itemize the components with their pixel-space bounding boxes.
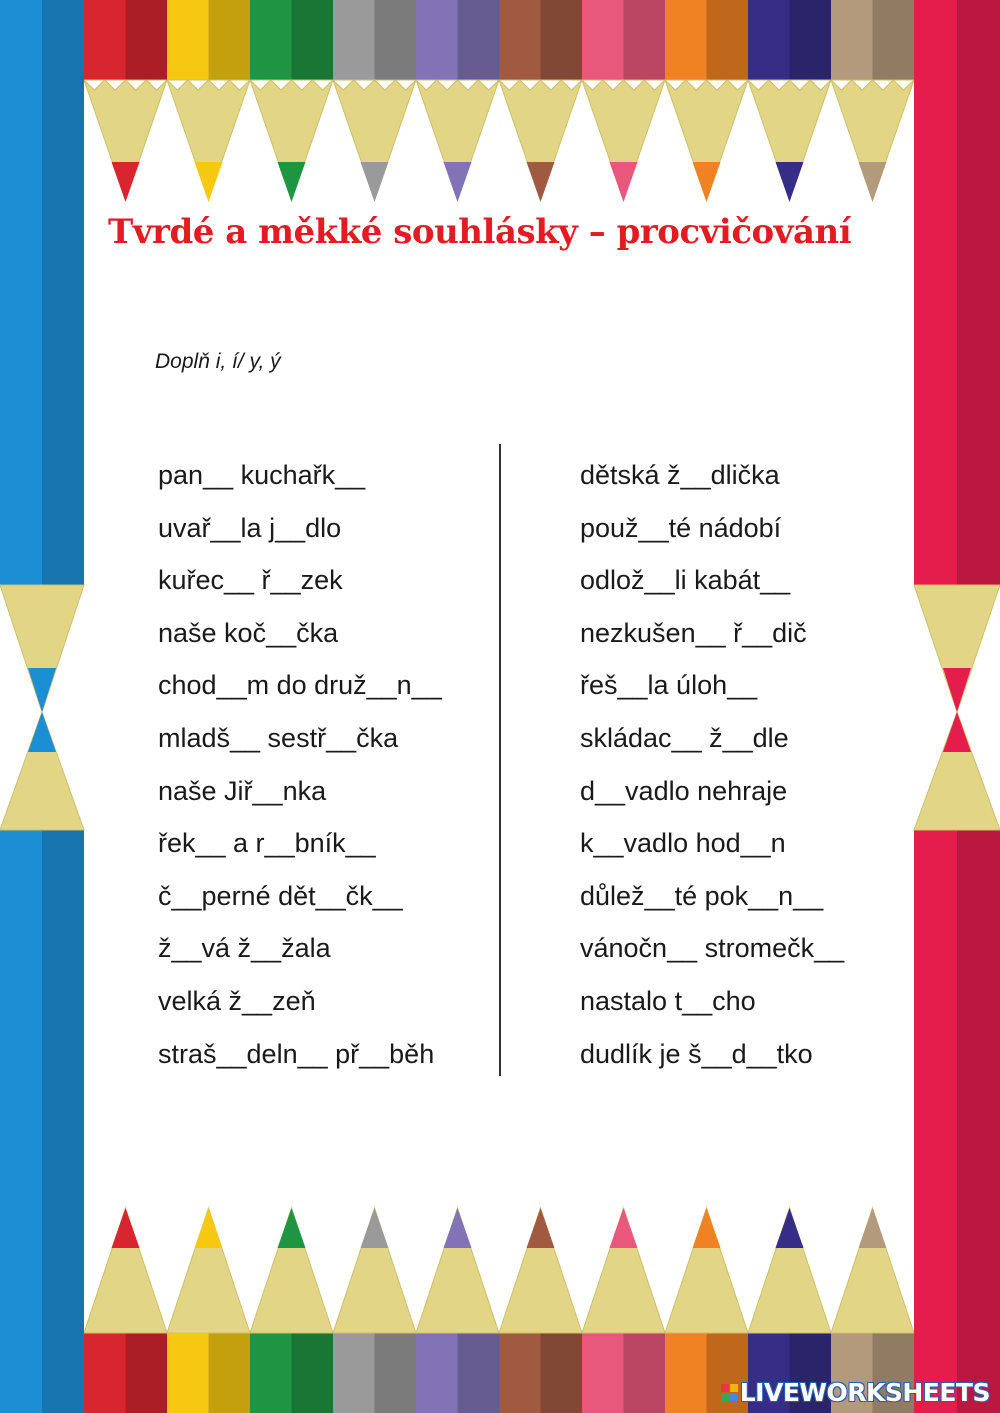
page-title: Tvrdé a měkké souhlásky – procvičování [108, 212, 852, 252]
exercise-item: použ__té nádobí [580, 512, 782, 543]
exercise-item: kuřec__ ř__zek [158, 565, 343, 596]
exercise-item: dudlík je š__d__tko [580, 1038, 813, 1069]
pencil-lead [527, 1208, 555, 1248]
right-exercise-column [580, 455, 844, 1086]
exercise-item: pan__ kuchařk__ [158, 460, 366, 490]
pencil-body [665, 1333, 707, 1413]
pencil-lead [859, 1208, 887, 1248]
pencil-lead [195, 1208, 223, 1248]
pencil-lead [444, 1208, 472, 1248]
logo-square [730, 1384, 738, 1392]
exercise-item: naše Jiř__nka [158, 775, 327, 806]
side-pencil-body [914, 0, 957, 585]
side-pencil-body [914, 830, 957, 1413]
exercise-item: důlež__té pok__n__ [580, 880, 824, 911]
column-divider [499, 444, 501, 1076]
side-pencil-body [0, 830, 42, 1413]
pencil-body [582, 1333, 624, 1413]
pencil-body [582, 0, 624, 80]
pencil-lead [278, 1208, 306, 1248]
liveworksheets-logo [721, 1378, 990, 1407]
exercise-item: uvař__la j__dlo [158, 512, 342, 543]
pencil-lead [527, 162, 555, 202]
exercise-item: straš__deln__ př__běh [158, 1038, 435, 1069]
pencil-body [831, 0, 873, 80]
side-pencil-lead [28, 712, 56, 752]
pencil-lead [361, 162, 389, 202]
pencil-body [250, 1333, 292, 1413]
side-pencil-body [0, 0, 42, 585]
exercise-item: naše koč__čka [158, 617, 339, 648]
pencil-body [167, 0, 209, 80]
pencil-lead [693, 1208, 721, 1248]
pencil-lead [859, 162, 887, 202]
instruction-text: Doplň i, í/ y, ý [155, 350, 281, 373]
logo-icon [721, 1384, 738, 1401]
exercise-item: nastalo t__cho [580, 985, 756, 1016]
pencil-body [333, 0, 375, 80]
pencil-body [167, 1333, 209, 1413]
exercise-item: mladš__ sestř__čka [158, 722, 399, 753]
exercise-item: k__vadlo hod__n [580, 828, 786, 859]
pencil-lead [112, 162, 140, 202]
logo-square [730, 1393, 738, 1401]
pencil-lead [112, 1208, 140, 1248]
exercise-item: d__vadlo nehraje [580, 775, 788, 806]
logo-text: LIVEWORKSHEETS [739, 1378, 990, 1407]
exercise-item: odlož__li kabát__ [580, 565, 791, 596]
pencil-lead [610, 1208, 638, 1248]
pencil-body [665, 0, 707, 80]
pencil-lead [776, 162, 804, 202]
exercise-item: skládac__ ž__dle [580, 722, 789, 753]
pencil-body [499, 1333, 541, 1413]
side-pencil-lead [943, 712, 971, 752]
pencil-lead [278, 162, 306, 202]
exercise-item: řek__ a r__bník__ [158, 828, 376, 859]
logo-square [721, 1393, 729, 1401]
pencil-body [416, 0, 458, 80]
side-pencil-lead [943, 668, 971, 712]
pencil-lead [693, 162, 721, 202]
pencil-body [333, 1333, 375, 1413]
exercise-item: chod__m do druž__n__ [158, 670, 442, 701]
exercise-item: dětská ž__dlička [580, 460, 780, 490]
pencil-body [84, 1333, 126, 1413]
exercise-item: řeš__la úloh__ [580, 670, 758, 701]
exercise-item: ž__vá ž__žala [158, 933, 331, 964]
pencil-lead [444, 162, 472, 202]
pencil-lead [361, 1208, 389, 1248]
exercise-item: nezkušen__ ř__dič [580, 617, 807, 648]
pencil-body [416, 1333, 458, 1413]
pencil-body [84, 0, 126, 80]
exercise-item: velká ž__zeň [158, 985, 316, 1016]
left-exercise-column [158, 455, 442, 1086]
side-pencil-lead [28, 668, 56, 712]
pencil-body [250, 0, 292, 80]
logo-square [721, 1384, 729, 1392]
pencil-lead [610, 162, 638, 202]
pencil-body [748, 0, 790, 80]
exercise-item: vánočn__ stromečk__ [580, 933, 845, 964]
exercise-item: č__perné dět__čk__ [158, 880, 403, 911]
pencil-lead [776, 1208, 804, 1248]
pencil-lead [195, 162, 223, 202]
pencil-body [499, 0, 541, 80]
